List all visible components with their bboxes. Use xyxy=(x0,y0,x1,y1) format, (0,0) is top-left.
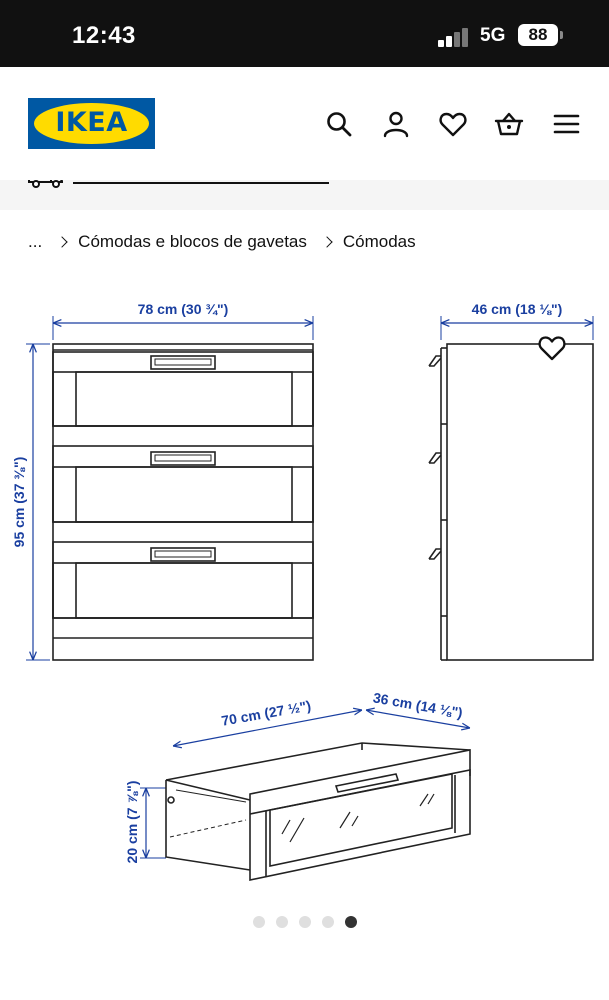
site-header xyxy=(0,67,609,180)
battery-icon: 88 xyxy=(518,24,558,46)
breadcrumb-item-category[interactable]: Cómodas e blocos de gavetas xyxy=(78,232,307,251)
delivery-banner[interactable] xyxy=(0,180,609,210)
delivery-banner-underline xyxy=(73,182,329,184)
chevron-right-icon xyxy=(321,236,332,247)
drawer-view xyxy=(140,710,470,880)
logo-text: IKEA xyxy=(55,107,128,138)
breadcrumb-ellipsis[interactable]: ... xyxy=(28,232,43,251)
truck-icon xyxy=(28,180,64,188)
side-view xyxy=(429,316,593,660)
cellular-signal-icon xyxy=(438,27,470,47)
depth-label: 46 cm (18 ⅛") xyxy=(471,301,563,317)
breadcrumb-item-current[interactable]: Cómodas xyxy=(342,232,416,251)
drawer-width-label: 70 cm (27 ½") xyxy=(220,697,313,729)
drawer-height-label: 20 cm (7 ⅞") xyxy=(124,780,140,864)
network-type: 5G xyxy=(480,25,506,46)
breadcrumb xyxy=(28,232,416,252)
basket-icon[interactable] xyxy=(494,109,524,139)
product-dimension-drawing[interactable] xyxy=(0,280,609,900)
carousel-dot-1[interactable] xyxy=(253,916,265,928)
carousel-pagination xyxy=(253,916,357,928)
user-icon[interactable] xyxy=(381,109,411,139)
search-icon[interactable] xyxy=(324,109,354,139)
height-label: 95 cm (37 ⅜") xyxy=(11,456,27,548)
chevron-right-icon xyxy=(57,236,68,247)
ikea-logo[interactable] xyxy=(28,98,155,149)
front-width-label: 78 cm (30 ¾") xyxy=(137,301,229,317)
menu-icon[interactable] xyxy=(552,109,582,139)
carousel-dot-2[interactable] xyxy=(276,916,288,928)
favorite-heart-icon[interactable] xyxy=(537,334,567,362)
front-view xyxy=(26,316,313,660)
heart-icon[interactable] xyxy=(438,109,468,139)
carousel-dot-5[interactable] xyxy=(345,916,357,928)
status-time: 12:43 xyxy=(72,22,136,49)
carousel-dot-4[interactable] xyxy=(322,916,334,928)
status-bar xyxy=(0,0,609,67)
battery-tip xyxy=(560,31,563,39)
carousel-dot-3[interactable] xyxy=(299,916,311,928)
drawer-depth-label: 36 cm (14 ⅛") xyxy=(371,689,464,721)
